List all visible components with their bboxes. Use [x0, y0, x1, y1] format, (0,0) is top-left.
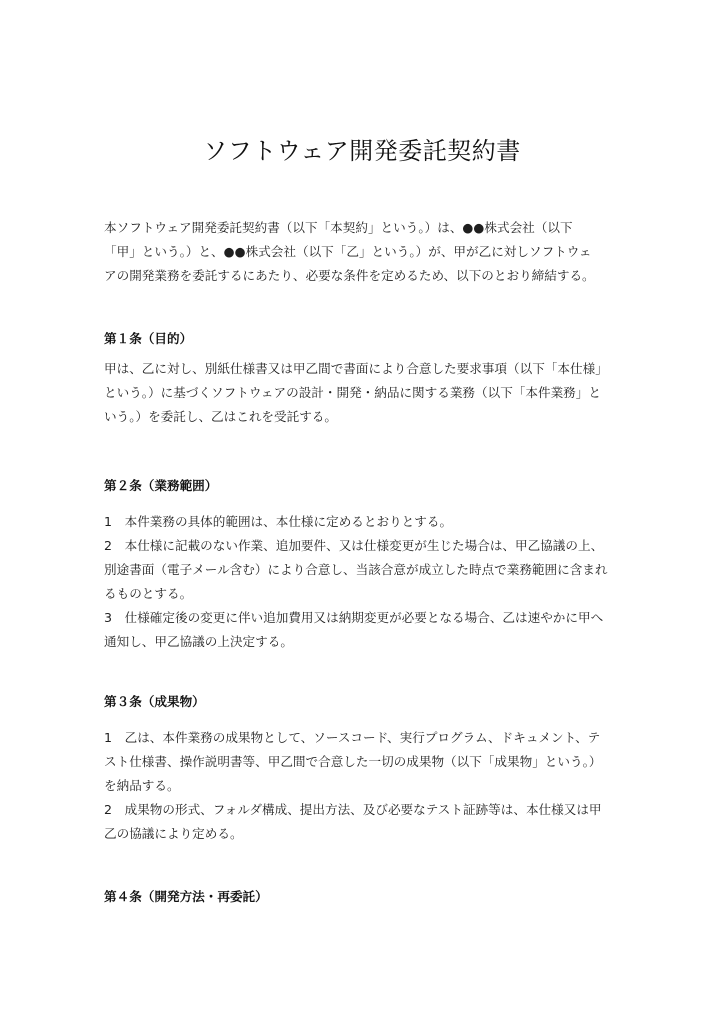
article-1-line: という。）に基づくソフトウェアの設計・開発・納品に関する業務（以下「本件業務」と [104, 385, 601, 400]
article-2-line: 1 本件業務の具体的範囲は、本仕様に定めるとおりとする。 [104, 514, 453, 529]
preamble-line: アの開発業務を委託するにあたり、必要な条件を定めるため、以下のとおり締結する。 [104, 268, 595, 283]
article-1-line: 甲は、乙に対し、別紙仕様書又は甲乙間で書面により合意した要求事項（以下「本仕様」 [104, 361, 608, 376]
article-2-heading: 第２条（業務範囲） [104, 478, 218, 493]
article-3-heading: 第３条（成果物） [104, 694, 205, 709]
article-2-line: 通知し、甲乙協議の上決定する。 [104, 634, 293, 649]
article-2-line: 別途書面（電子メール含む）により合意し、当該合意が成立した時点で業務範囲に含まれ [104, 562, 608, 577]
preamble-line: 本ソフトウェア開発委託契約書（以下「本契約」という。）は、●●株式会社（以下 [104, 220, 573, 235]
article-2-line: 3 仕様確定後の変更に伴い追加費用又は納期変更が必要となる場合、乙は速やかに甲へ [104, 610, 604, 625]
article-3-line: スト仕様書、操作説明書等、甲乙間で合意した一切の成果物（以下「成果物」という。） [104, 754, 602, 769]
article-3-line: 2 成果物の形式、フォルダ構成、提出方法、及び必要なテスト証跡等は、本仕様又は甲 [104, 802, 602, 817]
article-3-line: 乙の協議により定める。 [104, 826, 243, 841]
article-1-heading: 第１条（目的） [104, 331, 193, 346]
article-2-line: 2 本仕様に記載のない作業、追加要件、又は仕様変更が生じた場合は、甲乙協議の上、 [104, 538, 604, 553]
article-4-heading: 第４条（開発方法・再委託） [104, 889, 268, 904]
article-3-line: を納品する。 [104, 778, 180, 793]
article-2-line: るものとする。 [104, 586, 193, 601]
article-1-line: いう。）を委託し、乙はこれを受託する。 [104, 409, 337, 424]
document-title: ソフトウェア開発委託契約書 [203, 137, 521, 165]
article-3-line: 1 乙は、本件業務の成果物として、ソースコード、実行プログラム、ドキュメント、テ [104, 730, 601, 745]
preamble-line: 「甲」という。）と、●●株式会社（以下「乙」という。）が、甲が乙に対しソフトウェ [104, 244, 592, 259]
